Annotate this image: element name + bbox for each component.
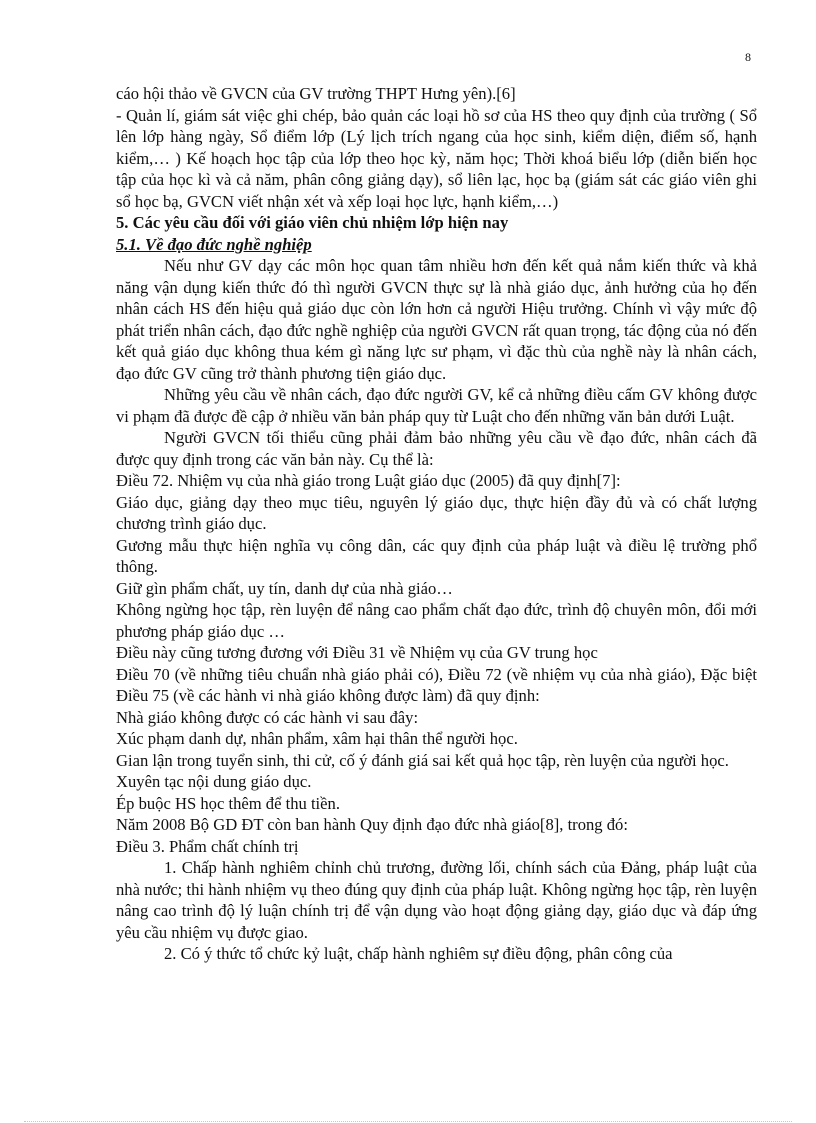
paragraph: Điều này cũng tương đương với Điều 31 về Nhiệm vụ của GV trung học xyxy=(116,643,598,662)
page-number: 8 xyxy=(745,50,751,64)
paragraph: Xuyên tạc nội dung giáo dục. xyxy=(116,772,312,791)
paragraph: Nếu như GV dạy các môn học quan tâm nhiều hơn đến kết quả nắm kiến thức và khả năng vận dụng kiến thức đó thì người GVCN thực sự là nhà giáo dục, ảnh hưởng của họ đến nhân cách HS đến hiệu quả giáo dục còn lớn hơn cả người Hiệu trưởng. Chính vì vậy mức độ phát triển nhân cách, đạo đức nghề nghiệp của người GVCN rất quan trọng, tác động của nó đến kết quả giáo dục không thua kém gì năng lực sư phạm, vì đặc thù của nghề này là nhân cách, đạo đức GV cũng trở thành phương tiện giáo dục. xyxy=(116,256,757,383)
paragraph: Không ngừng học tập, rèn luyện để nâng cao phẩm chất đạo đức, trình độ chuyên môn, đổi mới phương pháp giáo dục … xyxy=(116,600,757,641)
paragraph: Những yêu cầu về nhân cách, đạo đức người GV, kể cả những điều cấm GV không được vi phạm đã được đề cập ở nhiều văn bản pháp quy từ Luật cho đến những văn bản dưới Luật. xyxy=(116,385,757,426)
paragraph: Năm 2008 Bộ GD ĐT còn ban hành Quy định đạo đức nhà giáo[8], trong đó: xyxy=(116,815,628,834)
paragraph: 2. Có ý thức tổ chức kỷ luật, chấp hành nghiêm sự điều động, phân công của xyxy=(164,944,673,963)
page-bottom-divider xyxy=(24,1121,792,1122)
paragraph: Gương mẫu thực hiện nghĩa vụ công dân, các quy định của pháp luật và điều lệ trường phổ thông. xyxy=(116,535,757,576)
paragraph: Ép buộc HS học thêm để thu tiền. xyxy=(116,793,340,813)
paragraph: Xúc phạm danh dự, nhân phẩm, xâm hại thân thể người học. xyxy=(116,729,518,748)
paragraph: Giữ gìn phẩm chất, uy tín, danh dự của nhà giáo… xyxy=(116,578,453,598)
paragraph: Gian lận trong tuyển sinh, thi cử, cố ý đánh giá sai kết quả học tập, rèn luyện của người học. xyxy=(116,750,729,770)
document-body xyxy=(116,83,757,965)
paragraph: - Quản lí, giám sát việc ghi chép, bảo quản các loại hồ sơ của HS theo quy định của trường ( Sổ lên lớp hàng ngày, Sổ điểm lớp (Lý lịch trích ngang của học sinh, kiểm diện, điểm số, hạnh kiểm,… ) Kế hoạch học tập của lớp theo học kỳ, năm học; Thời khoá biểu lớp (diễn biến học tập của học kì và cả năm, phân công giảng dạy), sổ liên lạc, học bạ (giám sát các giáo viên ghi sổ học bạ, GVCN viết nhận xét và xếp loại học lực, hạnh kiểm,…) xyxy=(116,105,757,211)
subsection-heading: 5.1. Về đạo đức nghề nghiệp xyxy=(116,234,312,254)
section-heading: 5. Các yêu cầu đối với giáo viên chủ nhiệm lớp hiện nay xyxy=(116,213,509,232)
paragraph: Điều 70 (về những tiêu chuẩn nhà giáo phải có), Điều 72 (về nhiệm vụ của nhà giáo), Đặc biệt Điều 75 (về các hành vi nhà giáo không được làm) đã quy định: xyxy=(116,664,757,705)
paragraph: Giáo dục, giảng dạy theo mục tiêu, nguyên lý giáo dục, thực hiện đầy đủ và có chất lượng chương trình giáo dục. xyxy=(116,492,757,533)
paragraph: Người GVCN tối thiểu cũng phải đảm bảo những yêu cầu về đạo đức, nhân cách đã được quy định trong các văn bản này. Cụ thể là: xyxy=(116,428,757,469)
paragraph: Điều 72. Nhiệm vụ của nhà giáo trong Luật giáo dục (2005) đã quy định[7]: xyxy=(116,471,621,490)
paragraph: Nhà giáo không được có các hành vi sau đây: xyxy=(116,707,419,727)
paragraph: 1. Chấp hành nghiêm chỉnh chủ trương, đường lối, chính sách của Đảng, pháp luật của nhà nước; thi hành nhiệm vụ theo đúng quy định của pháp luật. Không ngừng học tập, rèn luyện nâng cao trình độ lý luận chính trị để vận dụng vào hoạt động giảng dạy, giáo dục và đáp ứng yêu cầu nhiệm vụ được giao. xyxy=(116,858,757,942)
paragraph: Điều 3. Phẩm chất chính trị xyxy=(116,836,299,856)
paragraph: cáo hội thảo về GVCN của GV trường THPT Hưng yên).[6] xyxy=(116,84,516,103)
